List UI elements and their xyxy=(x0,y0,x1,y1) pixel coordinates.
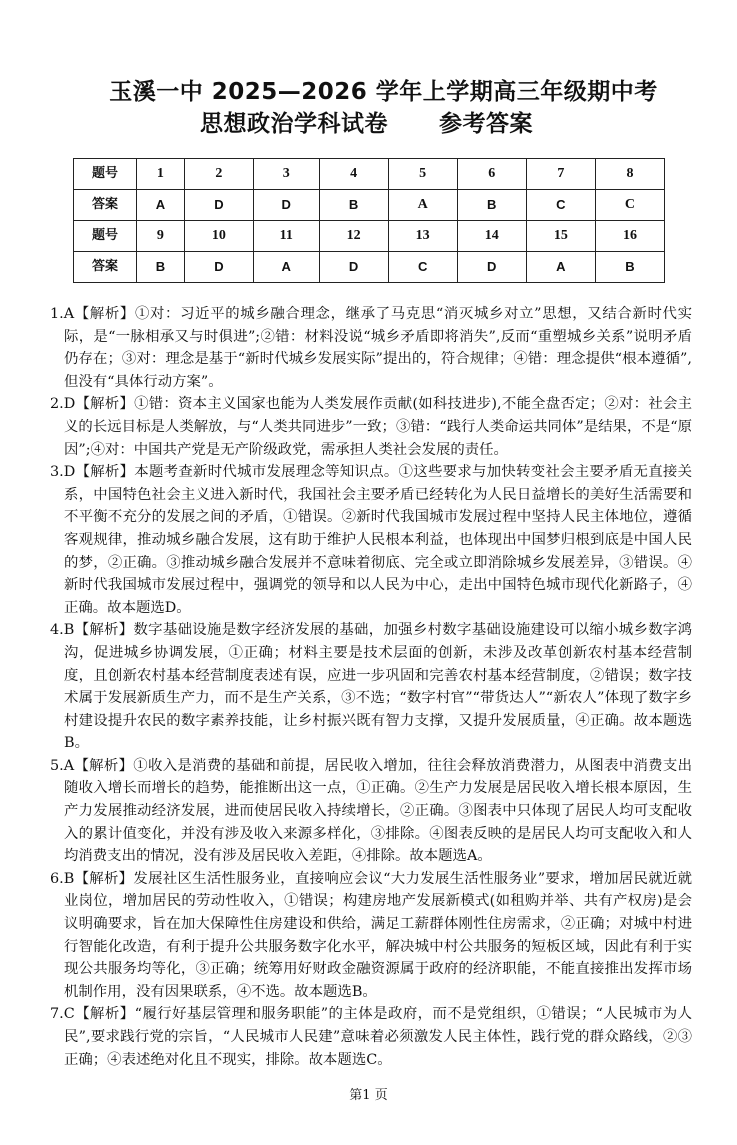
document-title: 玉溪一中 2025—2026 学年上学期高三年级期中考 xyxy=(109,79,658,105)
explanation-2: 2.D【解析】①错：资本主义国家也能为人类发展作贡献(如科技进步),不能全盘否定；②对：社会主义的长远目标是人类解放，与“人类共同进步”一致；③错：“践行人类命运共同体”是结果，不是“原因”;④对：中国共产党是无产阶级政党，需承担人类社会发展的责任。 xyxy=(50,396,692,458)
document-subtitle: 思想政治学科试卷 参考答案 xyxy=(200,111,534,137)
table-row-answers-2 xyxy=(74,252,665,283)
answer-cell: B xyxy=(137,252,185,283)
explanation-5: 5.A【解析】①收入是消费的基础和前提，居民收入增加，往往会释放消费潜力，从图表中消费支出随收入增长而增长的趋势，能推断出这一点，①正确。②生产力发展是居民收入增长根本原因，生产力发展推动经济发展，进而使居民收入持续增长，②正确。③图表中只体现了居民人均可支配收入的累计值变化，并没有涉及收入来源多样化，③排除。④图表反映的是居民人均可支配收入和人均消费支出的情况，没有涉及居民收入差距，④排除。故本题选A。 xyxy=(50,757,692,865)
table-row-questions-1 xyxy=(74,159,665,190)
question-number: 16 xyxy=(595,221,664,252)
explanation-7: 7.C【解析】“履行好基层管理和服务职能”的主体是政府，而不是党组织，①错误；“人民城市为人民”,要求践行党的宗旨，“人民城市人民建”意味着必须激发人民主体性，践行党的群众路线，②③正确；④表述绝对化且不现实，排除。故本题选C。 xyxy=(50,1006,692,1068)
page-number: 第1 页 xyxy=(349,1088,388,1104)
answer-table xyxy=(73,158,665,283)
question-number: 1 xyxy=(137,159,185,190)
answer-cell: B xyxy=(595,252,664,283)
row-label: 答案 xyxy=(74,252,137,283)
answer-cell: B xyxy=(457,190,526,221)
question-number: 10 xyxy=(184,221,253,252)
answer-cell: C xyxy=(526,190,595,221)
question-number: 3 xyxy=(253,159,319,190)
explanation-3: 3.D【解析】本题考查新时代城市发展理念等知识点。①这些要求与加快转变社会主要矛盾无直接关系，中国特色社会主义进入新时代，我国社会主要矛盾已经转化为人民日益增长的美好生活需要和不平衡不充分的发展之间的矛盾，①错误。②新时代我国城市发展过程中坚持人民主体地位，遵循客观规律，推动城乡融合发展，这有助于维护人民根本利益，也体现出中国梦归根到底是中国人民的梦，②正确。③推动城乡融合发展并不意味着彻底、完全或立即消除城乡发展差异，③错误。④新时代我国城市发展过程中，强调党的领导和以人民为中心，走出中国特色城市现代化新路子，④正确。故本题选D。 xyxy=(50,464,692,616)
answer-cell: D xyxy=(184,190,253,221)
row-label: 题号 xyxy=(74,221,137,252)
question-number: 12 xyxy=(319,221,388,252)
question-number: 5 xyxy=(388,159,457,190)
answer-cell: A xyxy=(137,190,185,221)
answer-cell: D xyxy=(319,252,388,283)
answer-cell: C xyxy=(595,190,664,221)
explanation-6: 6.B【解析】发展社区生活性服务业，直接响应会议“大力发展生活性服务业”要求，增加居民就近就业岗位，增加居民的劳动性收入，①错误；构建房地产发展新模式(如租购并举、共有产权房)是会议明确要求，旨在加大保障性住房建设和供给，满足工薪群体刚性住房需求，②正确；对城中村进行智能化改造，有利于提升公共服务数字化水平，解决城中村公共服务的短板区域，因此有利于实现公共服务均等化，③正确；统筹用好财政金融资源属于政府的经济职能，不能直接推出发挥市场机制作用，没有因果联系，④不选。故本题选B。 xyxy=(50,870,692,1000)
explanations xyxy=(50,303,692,1071)
question-number: 8 xyxy=(595,159,664,190)
explanation-4: 4.B【解析】数字基础设施是数字经济发展的基础，加强乡村数字基础设施建设可以缩小城乡数字鸿沟，促进城乡协调发展，①正确；材料主要是技术层面的创新，未涉及改革创新农村基本经营制度，且创新农村基本经营制度表述有误，应进一步巩固和完善农村基本经营制度，②错误；数字技术属于发展新质生产力，而不是生产关系，③不选；“数字村官”“带货达人”“新农人”体现了数字乡村建设提升农民的数字素养技能，让乡村振兴既有智力支撑，又提升发展质量，④正确。故本题选B。 xyxy=(50,622,692,752)
row-label: 题号 xyxy=(74,159,137,190)
answer-cell: D xyxy=(253,190,319,221)
answer-cell: D xyxy=(457,252,526,283)
answer-cell: B xyxy=(319,190,388,221)
answer-cell: C xyxy=(388,252,457,283)
question-number: 15 xyxy=(526,221,595,252)
table-row-answers-1 xyxy=(74,190,665,221)
question-number: 4 xyxy=(319,159,388,190)
answer-cell: D xyxy=(184,252,253,283)
row-label: 答案 xyxy=(74,190,137,221)
answer-cell: A xyxy=(253,252,319,283)
answer-cell: A xyxy=(526,252,595,283)
table-row-questions-2 xyxy=(74,221,665,252)
question-number: 14 xyxy=(457,221,526,252)
question-number: 7 xyxy=(526,159,595,190)
question-number: 2 xyxy=(184,159,253,190)
explanation-1: 1.A【解析】①对：习近平的城乡融合理念，继承了马克思“消灭城乡对立”思想，又结合新时代实际，是“一脉相承又与时俱进”;②错：材料没说“城乡矛盾即将消失”,反而“重塑城乡关系”说明矛盾仍存在；③对：理念是基于“新时代城乡发展实际”提出的，符合规律；④错：理念提供“根本遵循”,但没有“具体行动方案”。 xyxy=(50,306,692,390)
question-number: 9 xyxy=(137,221,185,252)
question-number: 6 xyxy=(457,159,526,190)
answer-cell: A xyxy=(388,190,457,221)
question-number: 13 xyxy=(388,221,457,252)
question-number: 11 xyxy=(253,221,319,252)
